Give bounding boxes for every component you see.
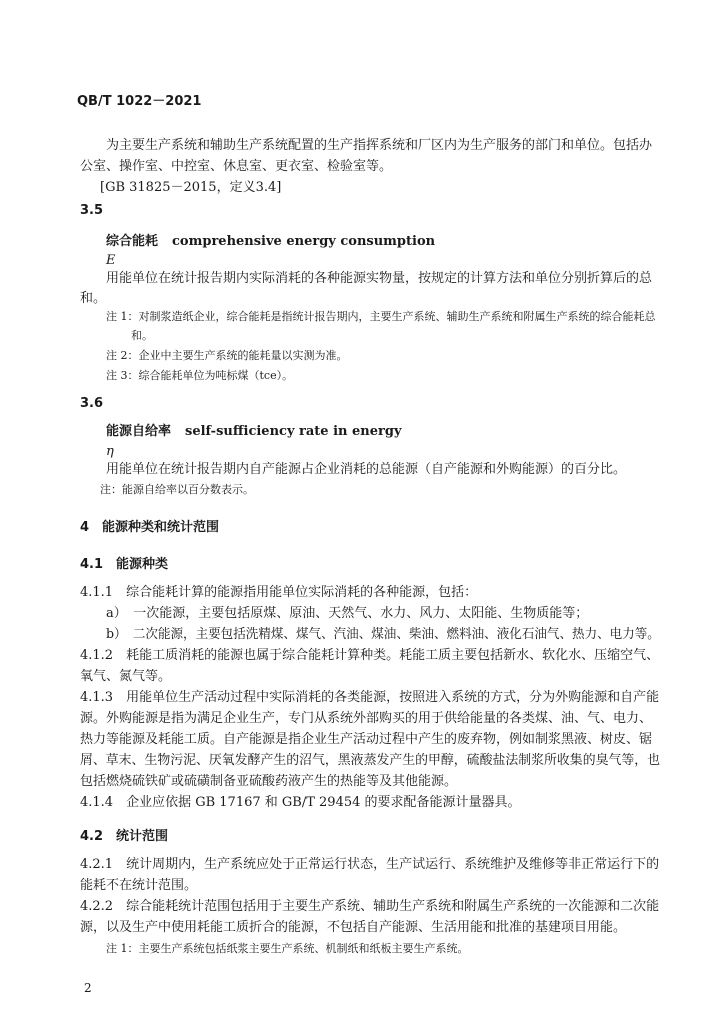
clause-4-2-2-line2: 源，以及生产中使用耗能工质折合的能源，不包括自产能源、生活用能和批准的基建项目用能。 (80, 920, 627, 935)
clause-4-2-note1: 注 1：主要生产系统包括纸浆主要生产系统、机制纸和纸板主要生产系统。 (106, 942, 469, 955)
section-4-2-heading: 4.2 统计范围 (80, 829, 169, 844)
clause-3-5-note3: 注 3：综合能耗单位为吨标煤（tce）。 (106, 369, 294, 382)
clause-4-1-3-line3: 热力等能源及耗能工质。自产能源是指企业生产活动过程中产生的废弃物，例如制浆黑液、树皮、锯 (80, 732, 653, 747)
clause-3-5-def-line2: 和。 (80, 291, 107, 306)
clause-3-5-note1-line1: 注 1：对制浆造纸企业，综合能耗是指统计报告期内，主要生产系统、辅助生产系统和附属生产系统的综合能耗总 (106, 310, 656, 323)
clause-4-1-4: 4.1.4 企业应依据 GB 17167 和 GB/T 29454 的要求配备能源计量器具。 (80, 795, 521, 810)
list-item-b: b） 二次能源，主要包括洗精煤、煤气、汽油、煤油、柴油、燃料油、液化石油气、热力、电力等。 (106, 627, 660, 642)
clause-3-6-def: 用能单位在统计报告期内自产能源占企业消耗的总能源（自产能源和外购能源）的百分比。 (106, 462, 627, 477)
term-en: self-sufficiency rate in energy (185, 424, 402, 439)
doc-code: QB/T 1022－2021 (77, 94, 202, 109)
clause-3-5-number: 3.5 (80, 203, 104, 218)
clause-4-1-2-line2: 氧气、氮气等。 (80, 669, 172, 684)
clause-4-1-3-line2: 源。外购能源是指为满足企业生产，专门从系统外部购买的用于供给能量的各类煤、油、气、电力、 (80, 711, 653, 726)
clause-3-6-symbol: η (106, 444, 114, 459)
clause-3-6-term (106, 424, 402, 440)
clause-4-2-1-line2: 能耗不在统计范围。 (80, 878, 198, 893)
def-3-4-reference: [GB 31825－2015，定义3.4] (100, 180, 282, 195)
clause-3-5-symbol: E (106, 253, 116, 268)
clause-3-5-note2: 注 2：企业中主要生产系统的能耗量以实测为准。 (106, 349, 348, 362)
section-4-heading: 4 能源种类和统计范围 (80, 520, 220, 535)
def-3-4-line1: 为主要生产系统和辅助生产系统配置的生产指挥系统和厂区内为生产服务的部门和单位。包括办 (106, 138, 653, 153)
page-number: 2 (84, 981, 92, 995)
clause-3-5-note1-line2: 和。 (131, 329, 153, 342)
clause-4-2-2-line1: 4.2.2 综合能耗统计范围包括用于主要生产系统、辅助生产系统和附属生产系统的一次能源和二次能 (80, 899, 660, 914)
term-cn: 能源自给率 (106, 424, 172, 439)
clause-4-1-3-line5: 包括燃烧硫铁矿或硫磺制备亚硫酸药液产生的热能等及其他能源。 (80, 774, 458, 789)
clause-3-6-note: 注：能源自给率以百分数表示。 (100, 483, 254, 496)
clause-3-6-number: 3.6 (80, 396, 104, 411)
clause-4-1-3-line1: 4.1.3 用能单位生产活动过程中实际消耗的各类能源，按照进入系统的方式，分为外购能源和自产能 (80, 690, 660, 705)
term-cn: 综合能耗 (106, 234, 159, 249)
clause-3-5-term (106, 234, 435, 250)
clause-4-2-1-line1: 4.2.1 统计周期内，生产系统应处于正常运行状态，生产试运行、系统维护及维修等非正常运行下的 (80, 857, 660, 872)
clause-3-5-def-line1: 用能单位在统计报告期内实际消耗的各种能源实物量，按规定的计算方法和单位分别折算后的总 (106, 271, 653, 286)
clause-4-1-1: 4.1.1 综合能耗计算的能源指用能单位实际消耗的各种能源，包括： (80, 585, 478, 600)
section-4-1-heading: 4.1 能源种类 (80, 557, 169, 572)
list-item-a: a） 一次能源，主要包括原煤、原油、天然气、水力、风力、太阳能、生物质能等； (106, 606, 589, 621)
clause-4-1-2-line1: 4.1.2 耗能工质消耗的能源也属于综合能耗计算种类。耗能工质主要包括新水、软化水、压缩空气、 (80, 648, 660, 663)
term-en: comprehensive energy consumption (172, 234, 436, 249)
clause-4-1-3-line4: 屑、草末、生物污泥、厌氧发酵产生的沼气，黑液蒸发产生的甲醇，硫酸盐法制浆所收集的臭气等，也 (80, 753, 661, 768)
def-3-4-line2: 公室、操作室、中控室、休息室、更衣室、检验室等。 (80, 159, 393, 174)
